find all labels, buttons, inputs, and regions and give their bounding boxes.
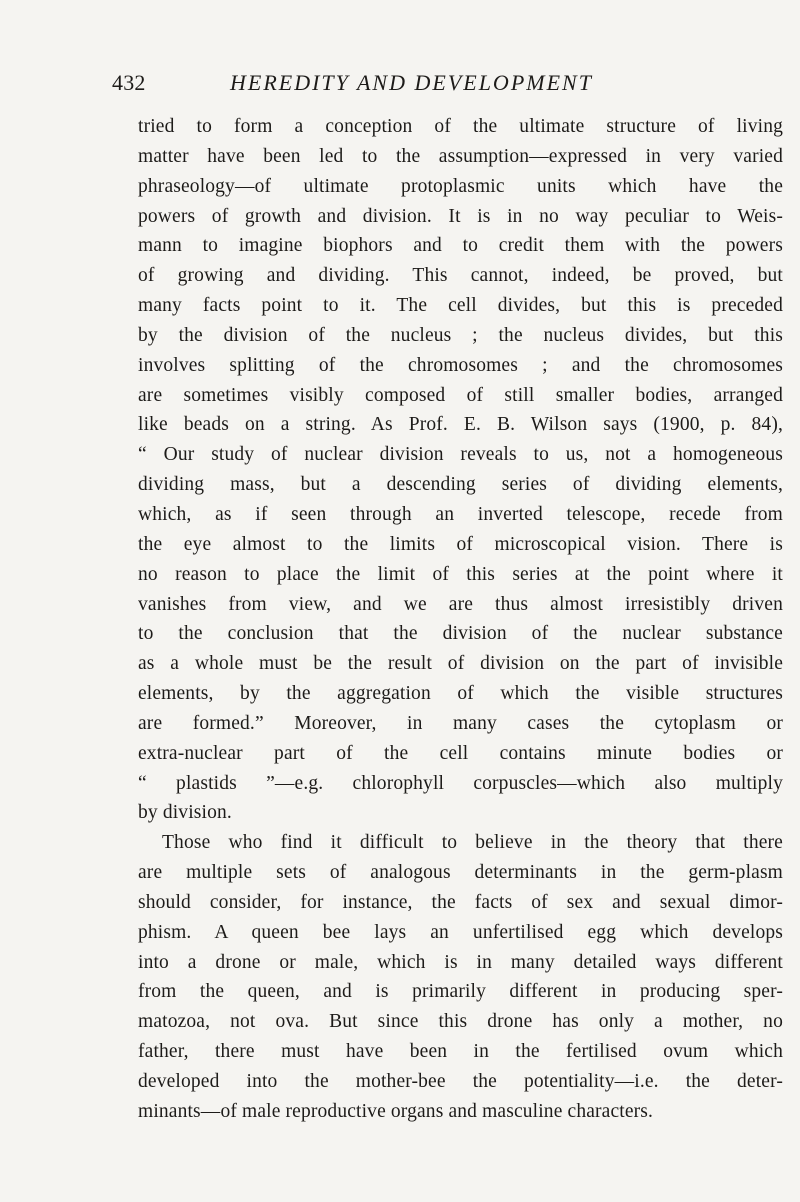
text-line: Those who find it difficult to believe in the theory that there bbox=[162, 832, 783, 854]
text-line: father, there must have been in the fertilised ovum which bbox=[138, 1041, 783, 1063]
text-line: are formed.” Moreover, in many cases the cytoplasm or bbox=[138, 712, 783, 734]
body-text bbox=[138, 112, 783, 1127]
text-line: developed into the mother-bee the potentiality—i.e. the deter- bbox=[138, 1071, 783, 1092]
text-line: no reason to place the limit of this series at the point where it bbox=[138, 563, 783, 585]
running-title: HEREDITY AND DEVELOPMENT bbox=[230, 70, 593, 95]
text-line: into a drone or male, which is in many detailed ways different bbox=[138, 951, 783, 973]
text-line: involves splitting of the chromosomes ; and the chromosomes bbox=[138, 354, 783, 376]
text-line: should consider, for instance, the facts of sex and sexual dimor- bbox=[138, 891, 783, 913]
text-line: the eye almost to the limits of microscopical vision. There is bbox=[138, 533, 783, 555]
page-number: 432 bbox=[112, 70, 146, 95]
text-line: tried to form a conception of the ultimate structure of living bbox=[138, 116, 783, 137]
text-line: “ plastids ”—e.g. chlorophyll corpuscles—which also multiply bbox=[138, 772, 783, 794]
text-line: by division. bbox=[138, 802, 232, 824]
text-line: by the division of the nucleus ; the nucleus divides, but this bbox=[138, 324, 783, 346]
text-line: extra-nuclear part of the cell contains minute bodies or bbox=[138, 742, 783, 764]
text-line: matter have been led to the assumption—expressed in very varied bbox=[138, 145, 783, 167]
text-line: mann to imagine biophors and to credit them with the powers bbox=[138, 235, 783, 257]
text-line: like beads on a string. As Prof. E. B. Wilson says (1900, p. 84), bbox=[138, 414, 783, 436]
text-line: vanishes from view, and we are thus almost irresistibly driven bbox=[138, 593, 783, 615]
text-line: dividing mass, but a descending series of dividing elements, bbox=[138, 474, 783, 496]
text-line: phraseology—of ultimate protoplasmic units which have the bbox=[138, 175, 783, 197]
text-line: of growing and dividing. This cannot, indeed, be proved, but bbox=[138, 265, 783, 287]
text-line: are sometimes visibly composed of still smaller bodies, arranged bbox=[138, 384, 783, 406]
text-line: from the queen, and is primarily different in producing sper- bbox=[138, 981, 783, 1003]
text-line: matozoa, not ova. But since this drone has only a mother, no bbox=[138, 1011, 783, 1033]
text-line: minants—of male reproductive organs and masculine characters. bbox=[138, 1100, 654, 1122]
text-line: as a whole must be the result of division on the part of invisible bbox=[138, 653, 783, 675]
text-line: phism. A queen bee lays an unfertilised egg which develops bbox=[138, 921, 783, 943]
text-line: to the conclusion that the division of the nuclear substance bbox=[138, 623, 783, 645]
text-line: powers of growth and division. It is in no way peculiar to Weis- bbox=[138, 205, 783, 227]
text-line: are multiple sets of analogous determinants in the germ-plasm bbox=[138, 862, 783, 884]
text-line: many facts point to it. The cell divides, but this is preceded bbox=[138, 295, 783, 317]
text-line: elements, by the aggregation of which the visible structures bbox=[138, 683, 783, 705]
text-line: “ Our study of nuclear division reveals to us, not a homogeneous bbox=[138, 444, 783, 466]
text-line: which, as if seen through an inverted telescope, recede from bbox=[138, 503, 783, 525]
page-header bbox=[112, 70, 732, 106]
